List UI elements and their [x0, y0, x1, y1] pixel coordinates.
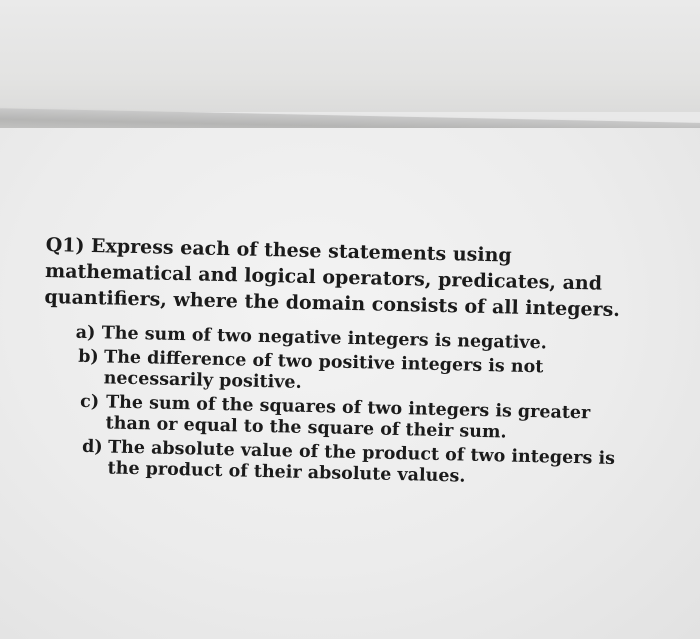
part-text: The difference of two positive integers is not necessarily positive. [103, 347, 544, 393]
part-text: The sum of two negative integers is negative. [101, 323, 548, 354]
question-block [40, 232, 675, 495]
part-letter: d) [81, 436, 103, 458]
question-heading: Q1) Express each of these statements using mathematical and logical operators, predicates, and quantifiers, where the domain consists of all integers. [44, 233, 621, 322]
part-letter: a) [75, 322, 96, 344]
question-part-d [81, 437, 618, 491]
question-parts-list [72, 323, 620, 491]
background-surface [0, 0, 700, 112]
part-letter: b) [77, 346, 99, 368]
part-letter: c) [79, 391, 100, 413]
part-text: The absolute value of the product of two integers is the product of their absolute values. [107, 437, 616, 487]
part-text: The sum of the squares of two integers is greater than or equal to the square of their sum. [105, 392, 591, 443]
